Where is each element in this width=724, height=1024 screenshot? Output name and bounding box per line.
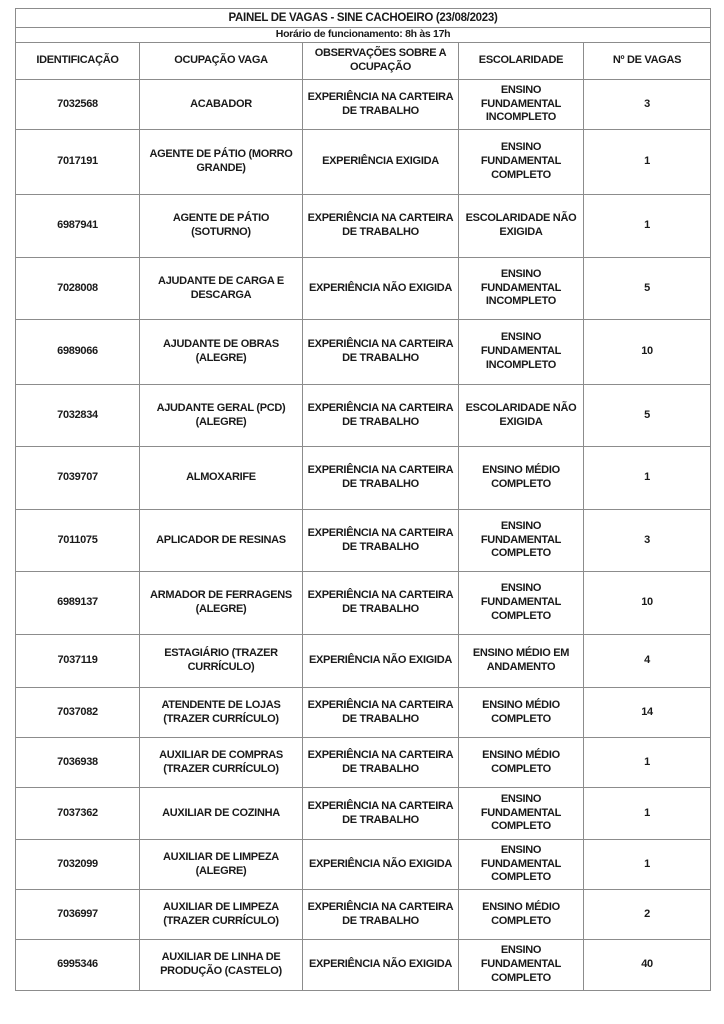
cell-identificacao: 6995346 [16,940,140,991]
column-header-identificacao: IDENTIFICAÇÃO [16,43,140,80]
cell-num-vagas: 1 [584,788,711,840]
table-row [16,195,711,258]
cell-num-vagas: 1 [584,447,711,510]
cell-num-vagas: 1 [584,738,711,788]
cell-ocupacao-vaga: AGENTE DE PÁTIO (MORRO GRANDE) [140,130,303,195]
table-row [16,258,711,320]
cell-observacoes: EXPERIÊNCIA NA CARTEIRA DE TRABALHO [303,890,459,940]
cell-escolaridade: ENSINO MÉDIO COMPLETO [459,688,584,738]
cell-identificacao: 6989066 [16,320,140,385]
cell-escolaridade: ESCOLARIDADE NÃO EXIGIDA [459,195,584,258]
table-row [16,572,711,635]
cell-ocupacao-vaga: AUXILIAR DE COMPRAS (TRAZER CURRÍCULO) [140,738,303,788]
cell-observacoes: EXPERIÊNCIA NA CARTEIRA DE TRABALHO [303,195,459,258]
vagas-table-body [16,80,711,991]
cell-ocupacao-vaga: ALMOXARIFE [140,447,303,510]
column-header-ocupacao-vaga: OCUPAÇÃO VAGA [140,43,303,80]
table-row [16,738,711,788]
cell-ocupacao-vaga: AGENTE DE PÁTIO (SOTURNO) [140,195,303,258]
cell-identificacao: 7037362 [16,788,140,840]
cell-ocupacao-vaga: AJUDANTE GERAL (PCD) (ALEGRE) [140,385,303,447]
cell-escolaridade: ENSINO FUNDAMENTAL COMPLETO [459,510,584,572]
cell-escolaridade: ENSINO FUNDAMENTAL COMPLETO [459,840,584,890]
cell-escolaridade: ESCOLARIDADE NÃO EXIGIDA [459,385,584,447]
cell-num-vagas: 14 [584,688,711,738]
cell-observacoes: EXPERIÊNCIA NA CARTEIRA DE TRABALHO [303,688,459,738]
page-subtitle: Horário de funcionamento: 8h às 17h [16,28,711,43]
cell-escolaridade: ENSINO MÉDIO EM ANDAMENTO [459,635,584,688]
table-row [16,940,711,991]
cell-ocupacao-vaga: ATENDENTE DE LOJAS (TRAZER CURRÍCULO) [140,688,303,738]
cell-observacoes: EXPERIÊNCIA NA CARTEIRA DE TRABALHO [303,80,459,130]
cell-num-vagas: 1 [584,130,711,195]
cell-escolaridade: ENSINO FUNDAMENTAL COMPLETO [459,940,584,991]
cell-escolaridade: ENSINO FUNDAMENTAL COMPLETO [459,130,584,195]
cell-observacoes: EXPERIÊNCIA NA CARTEIRA DE TRABALHO [303,738,459,788]
cell-observacoes: EXPERIÊNCIA NA CARTEIRA DE TRABALHO [303,510,459,572]
column-header-escolaridade: ESCOLARIDADE [459,43,584,80]
cell-num-vagas: 3 [584,510,711,572]
cell-ocupacao-vaga: AJUDANTE DE CARGA E DESCARGA [140,258,303,320]
table-subtitle-row [16,28,711,43]
cell-num-vagas: 4 [584,635,711,688]
table-row [16,320,711,385]
cell-num-vagas: 10 [584,572,711,635]
cell-identificacao: 7017191 [16,130,140,195]
cell-identificacao: 7011075 [16,510,140,572]
cell-observacoes: EXPERIÊNCIA NÃO EXIGIDA [303,940,459,991]
cell-escolaridade: ENSINO MÉDIO COMPLETO [459,447,584,510]
cell-observacoes: EXPERIÊNCIA NÃO EXIGIDA [303,258,459,320]
cell-num-vagas: 10 [584,320,711,385]
table-row [16,385,711,447]
cell-escolaridade: ENSINO FUNDAMENTAL INCOMPLETO [459,320,584,385]
cell-escolaridade: ENSINO FUNDAMENTAL INCOMPLETO [459,80,584,130]
table-row [16,840,711,890]
table-title-row [16,9,711,28]
cell-identificacao: 7032834 [16,385,140,447]
cell-identificacao: 7037082 [16,688,140,738]
cell-observacoes: EXPERIÊNCIA NA CARTEIRA DE TRABALHO [303,788,459,840]
cell-observacoes: EXPERIÊNCIA NA CARTEIRA DE TRABALHO [303,385,459,447]
cell-identificacao: 7032568 [16,80,140,130]
page-title: PAINEL DE VAGAS - SINE CACHOEIRO (23/08/2023) [16,9,711,28]
table-row [16,130,711,195]
cell-num-vagas: 5 [584,385,711,447]
vagas-table [15,8,711,991]
column-header-num-vagas: Nº DE VAGAS [584,43,711,80]
cell-identificacao: 7037119 [16,635,140,688]
cell-identificacao: 6987941 [16,195,140,258]
cell-num-vagas: 1 [584,195,711,258]
cell-observacoes: EXPERIÊNCIA NA CARTEIRA DE TRABALHO [303,447,459,510]
cell-num-vagas: 40 [584,940,711,991]
cell-identificacao: 7028008 [16,258,140,320]
cell-ocupacao-vaga: AUXILIAR DE COZINHA [140,788,303,840]
cell-escolaridade: ENSINO MÉDIO COMPLETO [459,738,584,788]
cell-escolaridade: ENSINO MÉDIO COMPLETO [459,890,584,940]
cell-num-vagas: 2 [584,890,711,940]
cell-ocupacao-vaga: ESTAGIÁRIO (TRAZER CURRÍCULO) [140,635,303,688]
cell-observacoes: EXPERIÊNCIA NÃO EXIGIDA [303,635,459,688]
cell-escolaridade: ENSINO FUNDAMENTAL COMPLETO [459,788,584,840]
table-row [16,447,711,510]
cell-identificacao: 7036997 [16,890,140,940]
column-header-observacoes: OBSERVAÇÕES SOBRE A OCUPAÇÃO [303,43,459,80]
table-row [16,80,711,130]
cell-num-vagas: 5 [584,258,711,320]
table-row [16,510,711,572]
cell-identificacao: 6989137 [16,572,140,635]
cell-ocupacao-vaga: AUXILIAR DE LIMPEZA (ALEGRE) [140,840,303,890]
cell-escolaridade: ENSINO FUNDAMENTAL INCOMPLETO [459,258,584,320]
cell-observacoes: EXPERIÊNCIA EXIGIDA [303,130,459,195]
cell-identificacao: 7039707 [16,447,140,510]
cell-ocupacao-vaga: ARMADOR DE FERRAGENS (ALEGRE) [140,572,303,635]
cell-observacoes: EXPERIÊNCIA NÃO EXIGIDA [303,840,459,890]
table-row [16,688,711,738]
cell-identificacao: 7036938 [16,738,140,788]
cell-num-vagas: 1 [584,840,711,890]
cell-observacoes: EXPERIÊNCIA NA CARTEIRA DE TRABALHO [303,320,459,385]
cell-ocupacao-vaga: AJUDANTE DE OBRAS (ALEGRE) [140,320,303,385]
cell-identificacao: 7032099 [16,840,140,890]
cell-ocupacao-vaga: APLICADOR DE RESINAS [140,510,303,572]
cell-observacoes: EXPERIÊNCIA NA CARTEIRA DE TRABALHO [303,572,459,635]
table-row [16,788,711,840]
column-header-row [16,43,711,80]
table-row [16,635,711,688]
cell-ocupacao-vaga: ACABADOR [140,80,303,130]
table-row [16,890,711,940]
cell-num-vagas: 3 [584,80,711,130]
cell-ocupacao-vaga: AUXILIAR DE LIMPEZA (TRAZER CURRÍCULO) [140,890,303,940]
cell-escolaridade: ENSINO FUNDAMENTAL COMPLETO [459,572,584,635]
cell-ocupacao-vaga: AUXILIAR DE LINHA DE PRODUÇÃO (CASTELO) [140,940,303,991]
